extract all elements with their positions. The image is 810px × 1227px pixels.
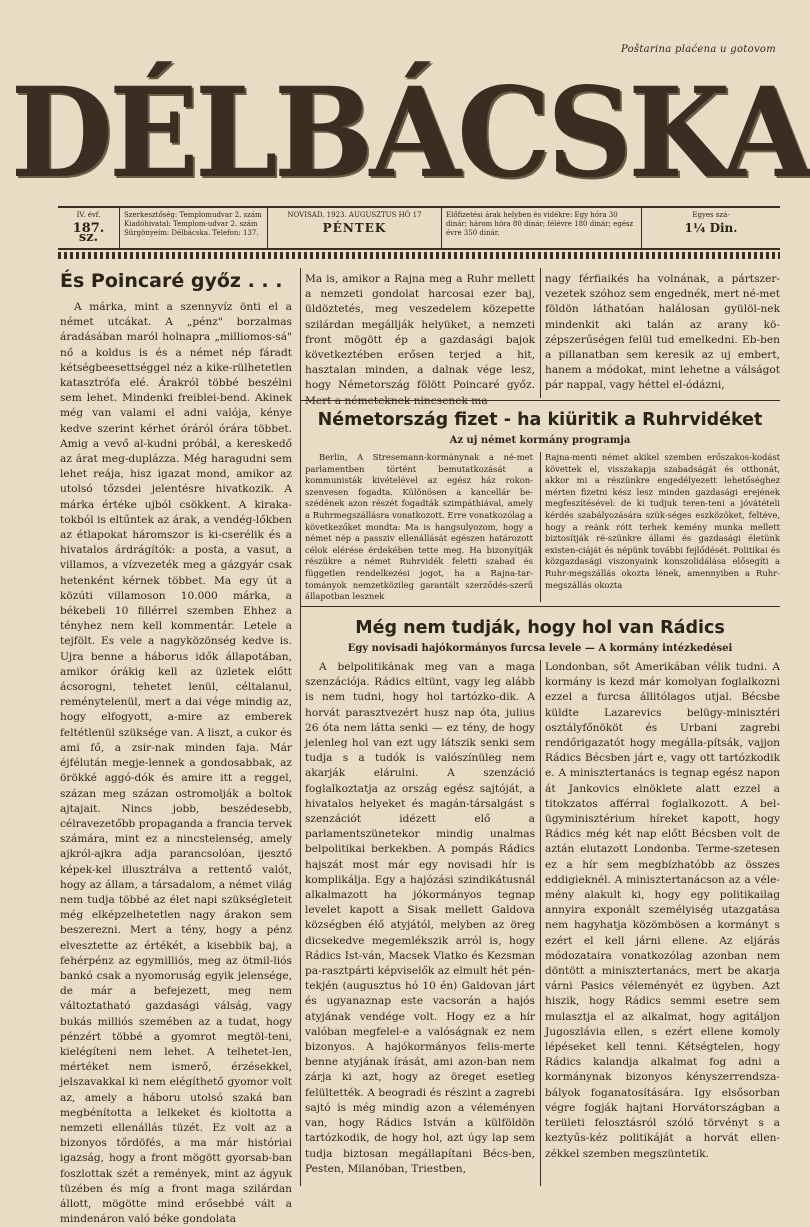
article-paragraph: Londonban, sőt Amerikában vélik tudni. A kormány is kezd már komolyan foglalkozni ezzel a furcsa állitólagos utjal. Bécsbe küldte Lazarevics belügy-minisztéri osztályfőnököt és Urbani zagrebi rendőrigazatót hogy megálla-pítsák, vajjon Rádics Bécsben járt e, vagy ott tartózkodik e. A minisztertanács is tegnap egész napon át Jankovics elnöklete alatt ezzel a titokzatos afférral foglalkozott. A bel-ügyminisztérium híreket kapott, hogy Rádics még két nap előtt Bécsben volt de aztán elutazott Londonba. Terme-szetesen ez a hír sem megbízhatóbb az összes eddigieknél. A minisztertanácson az a véle-mény alakult ki, hogy egy politikailag annyira exponált személyiség utazgatása nem hagyhatja közömbösen a kormányt s ezért el kell járni ellene. Az eljárás módozataira vonatkozólag azonban nem döntött a minisztertanács, mert be akarja várni Pasics véleményét ez ügyben. Azt hiszik, hogy Rádics semmi esetre sem mulasztja el az alkalmat, hogy agitáljon Jugoszlávia ellen, s ezért ellene komoly lépéseket kell tenni. Kétségtelen, hogy Rádics kalandja alkalmat fog adni a kormánynak bizonyos kényszerrendsza-bályok foganatosítására. Igy elsősorban végre fogják hajtani Horvátországban a területi felosztásról szóló törvényt s a keztyűs-kéz politikáját a horvát ellen-zékkel szemben megszüntetik. bbox=[545, 661, 780, 1160]
article-paragraph: Berlin, A Stresemann-kormánynak a né-met parlamentben történt bemutatkozását a kommunisták kivételével az egész ház rokon-szenvesen fogadta. Különösen a kancellár be-szédének azon részét fogadták szimpáthiával, amely a Ruhrmegszállásra vonatkozott. Erre vonatkozólag a következőket mondta: Ma is hangsulyozom, hogy a német nép a passziv ellenállását egészen határozott célok elérése érdekében tette meg. Ha bizonyítják részükre a német Ruhrvidék feletti szabad és független rendelkezési jogot, ha a Rajna-tar-tományok nemzetközileg garantált szerződés-szerű állapotban lesznek bbox=[305, 452, 533, 602]
issue-date: NOVISAD, 1923. AUGUSZTUS HÓ 17 bbox=[287, 211, 422, 219]
section-divider bbox=[300, 400, 780, 401]
article-title-poincare: És Poincaré győz . . . bbox=[60, 270, 283, 292]
single-copy-label: Egyes szá- bbox=[692, 211, 730, 219]
article-body-poincare-cont bbox=[305, 272, 535, 396]
article-paragraph: Ma is, amikor a Rajna meg a Ruhr mellett a nemzeti gondolat harcosai ezer baj, üldöztetés, meg veszedelem közepette szilárdan megállják helyüket, a nemzeti front mögött ép a gazdasági bajok következtében erősen terjed a hit, hasztalan minden, a dalnak vége lesz, hogy Németország fölött Poincaré győz. bbox=[305, 273, 535, 392]
article-title-radics: Még nem tudják, hogy hol van Rádics bbox=[355, 618, 725, 638]
article-paragraph: Rajna-menti német akikel szemben erőszakos-kodást követtek el, visszakapja szabadságát és otthonát, akkor mi a részünkre engedélyezett lehetőséghez mérten fizetni kész lesz minden gazdasági erejének megfeszítésével: de ki tudjuk teren-teni a jóvátételi kérdés szabályozására szük-séges eszközöket, feltéve, hogy a reánk rótt terhek kemény munka mellett biztosítják ré-szünkre állami és gazdasági életünk existen-ciáját és népünk további fejlődését. Politikai és közgazdasági viszonyaink konszolidálása elősegíti a Ruhr-megszállás okozta lének, amennyiben a Ruhr-megszállás okozta bbox=[545, 452, 780, 590]
article-body-radics-1 bbox=[305, 660, 535, 1185]
editorial-info: Szerkesztőség: Templomudvar 2. szám Kiadóhivatal: Templom-udvar 2. szám Sürgönyeím: Délbácska. Telefon: 137. bbox=[120, 208, 268, 248]
column-divider bbox=[540, 660, 541, 1186]
issue-number-box bbox=[58, 208, 120, 248]
volume-label: IV. évf. bbox=[76, 211, 101, 219]
masthead-title: DÉLBÁCSKA bbox=[10, 59, 810, 205]
article-body-ruhr-1 bbox=[305, 452, 533, 602]
issue-number: 187. sz. bbox=[72, 221, 105, 245]
article-subtitle-radics: Egy novisadi hajókormányos furcsa levele — A kormány intézkedései bbox=[347, 643, 733, 654]
article-body-poincare-end bbox=[545, 272, 780, 396]
article-paragraph: nagy férfiaikés ha volnának, a pártszer-vezetek szóhoz sem engednék, mert né-met földön láthatóan halálosan gyülöl-nek mindenkit aki talán az arany kö-zépszerűségen felül tud emelkedni. Eb-ben a pillanatban sem keresik az uj embert, hanem a módokat, mint lehetne a válságot pár nappal, vagy héttel el-ódázni, bbox=[545, 273, 780, 392]
section-divider bbox=[300, 606, 780, 607]
column-divider bbox=[540, 452, 541, 602]
info-bar bbox=[58, 206, 780, 250]
price-box bbox=[642, 208, 780, 248]
article-body-ruhr-2 bbox=[545, 452, 780, 602]
article-title-ruhr: Németország fizet - ha kiüritik a Ruhrvidéket bbox=[317, 410, 763, 430]
column-divider bbox=[540, 268, 541, 398]
date-box bbox=[268, 208, 442, 248]
article-body-poincare bbox=[60, 300, 292, 1226]
article-body-radics-2 bbox=[545, 660, 780, 1185]
article-subtitle-ruhr: Az uj német kormány programja bbox=[449, 435, 631, 446]
postage-note: Poštarina plaćena u gotovom bbox=[620, 44, 776, 55]
column-divider bbox=[300, 268, 301, 1186]
single-copy-price: 1¼ Din. bbox=[684, 221, 738, 235]
issue-weekday: PÉNTEK bbox=[322, 221, 387, 235]
article-paragraph: A márka, mint a szennyvíz önti el a német utcákat. A „pénz" borzalmas áradásában maról holnapra „milliomos-sá" nő a koldus is és a német nép fáradt kétségbeesettséggel néz a kike-rülhetetlen katasztrófa elé. Árakról többé beszélni sem lehet. Mindenki freiblei-bend. Akinek még van valami el adni valója, kénye kedve szerint kérhet óráról órára többet. Amig a vevő al-kudni próbál, a kereskedő az árat meg-duplázza. Még haragudni sem lehet reája, hisz igazat mond, amikor az utolsó tőzsdei jelentésre hivatkozik. A márka értéke ujból csökkent. A kiraka-tokból is eltűntek az árak, a vendég-lőkben az étlapokat háromszor is ki-cserélik és a hivatalos árdrágítók: a posta, a vasut, a villamos, a vízvezeték meg a gázgyár csak hetenként kérnek többet. Ma egy út a közúti villamoson 10.000 márka, a békebeli 10 fillérrel szemben Ehhez a tényhez nem kell kommentár. Letele a tejfölt. Es vele a nagyközönség kedve is. Ujra benne a háborus idők állapotában, amikor órákig kell az üzletek előtt ácsorogni, tehetet lenül, céltalanul, reménytelenül, mert a dai vége mindig az, hogy elfogyott, a-mire az emberek feltétlenül szüksége van. A liszt, a cukor és ami fő, a zsir-nak minden faja. Már éjfélután megje-lennek a gondosabbak, az örökké aggó-dók és amire itt a reggel, százan meg százan ostromolják a boltok ajtajait. Nincs jobb, beszédesebb, célravezetőbb propaganda a francia tervek számára, mint ez a nincstelenség, amely ajkról-ajkra adja parancsolóan, ijesztő képek-kel illusztrálva a rettentő valót, hogy az állam, a társadalom, a német világ nem tudja többé az élet napi szükségleteit még elképzelhetetlen nagy árakon sem beszerezni. Mert a tény, hogy a pénz elvesztette az értékét, a kisebbik baj, a fehérpénz az egymilliós, meg az ötmil-liós bankó csak a nyomoruság egyik jelensége, de már a befejezett, meg nem változtatható gazdasági válság, vagy bukás milliós szemében az a tudat, hogy pénzért többé a gyomrot megtöl-teni, kielégíteni nem lehet. A telhetet-len, mértéket nem ismerő, érzésekkel, jelszavakkal ki nem elégíthető gyomor volt az, amely a háboru utolsó szaká ban megbénította a lelkeket és kioltotta a nemzeti ellenállás tüzét. Ez volt az a bizonyos tőrdöfés, a ma már históriai igazság, hogy a front mögött gyorsab-ban foszlottak szét a remények, mint az ágyuk tüzében és míg a front maga szilárdan állott, mögötte mind erősebbé vált a mindenáron való béke gondolata bbox=[60, 301, 292, 1226]
subscription-info: Előfizetési árak helyben és vidékre: Egy hóra 30 dinár; három hóra 80 dinár; félévre 180 dinár; egész évre 350 dinár. bbox=[442, 208, 642, 248]
ornament-rule bbox=[58, 252, 780, 259]
article-paragraph: A belpolitikának meg van a maga szenzációja. Rádics eltünt, vagy leg alább is nem tudni, hogy hol tartózko-dik. A horvát parasztvezért husz nap óta, julius 26 óta nem látta senki — ez tény, de hogy jelenleg hol van ezt ugy látszik senki sem tudja s a tudók is valószínüleg nem akarják elárulni. A szenzáció foglalkoztatja az ország egész sajtóját, a hivatalos helyeket és magán-társalgást s szenzációt idézett elő a parlamentszünetekor mindig unalmas belpolitikai berkekben. A pompás Rádics hajszát most már egy novisadi hír is komplikálja. Egy a hajózási szindikátusnál alkalmazott ha jókormányos tegnap levelet kapott a Sisak mellett Galdova községben élő atyjától, melyben az öreg dicsekedve megemlékszik arról is, hogy Rádics Ist-ván, Macsek Vlatko és Kezsman pa-rasztpárti képviselők az elmult hét pén-tekjén (augusztus hó 10 én) Galdovan járt és ugyanaznap este vacsorán a hajós atyjának vendége volt. Hogy ez a hír valóban megfelel-e a valóságnak ez nem bizonyos. A hajókormányos felis-merte benne atyjának írását, ami azon-ban nem zárja ki azt, hogy az öreget esetleg felültették. A beogradi és részint a zagrebi sajtó is még mindig azon a véleményen van, hogy Rádics István a külföldön tartózkodik, de hogy hol, azt úgy lap sem tudja biztosan megállapítani Bécs-ben, Pesten, Milanóban, Triestben, bbox=[305, 661, 535, 1175]
